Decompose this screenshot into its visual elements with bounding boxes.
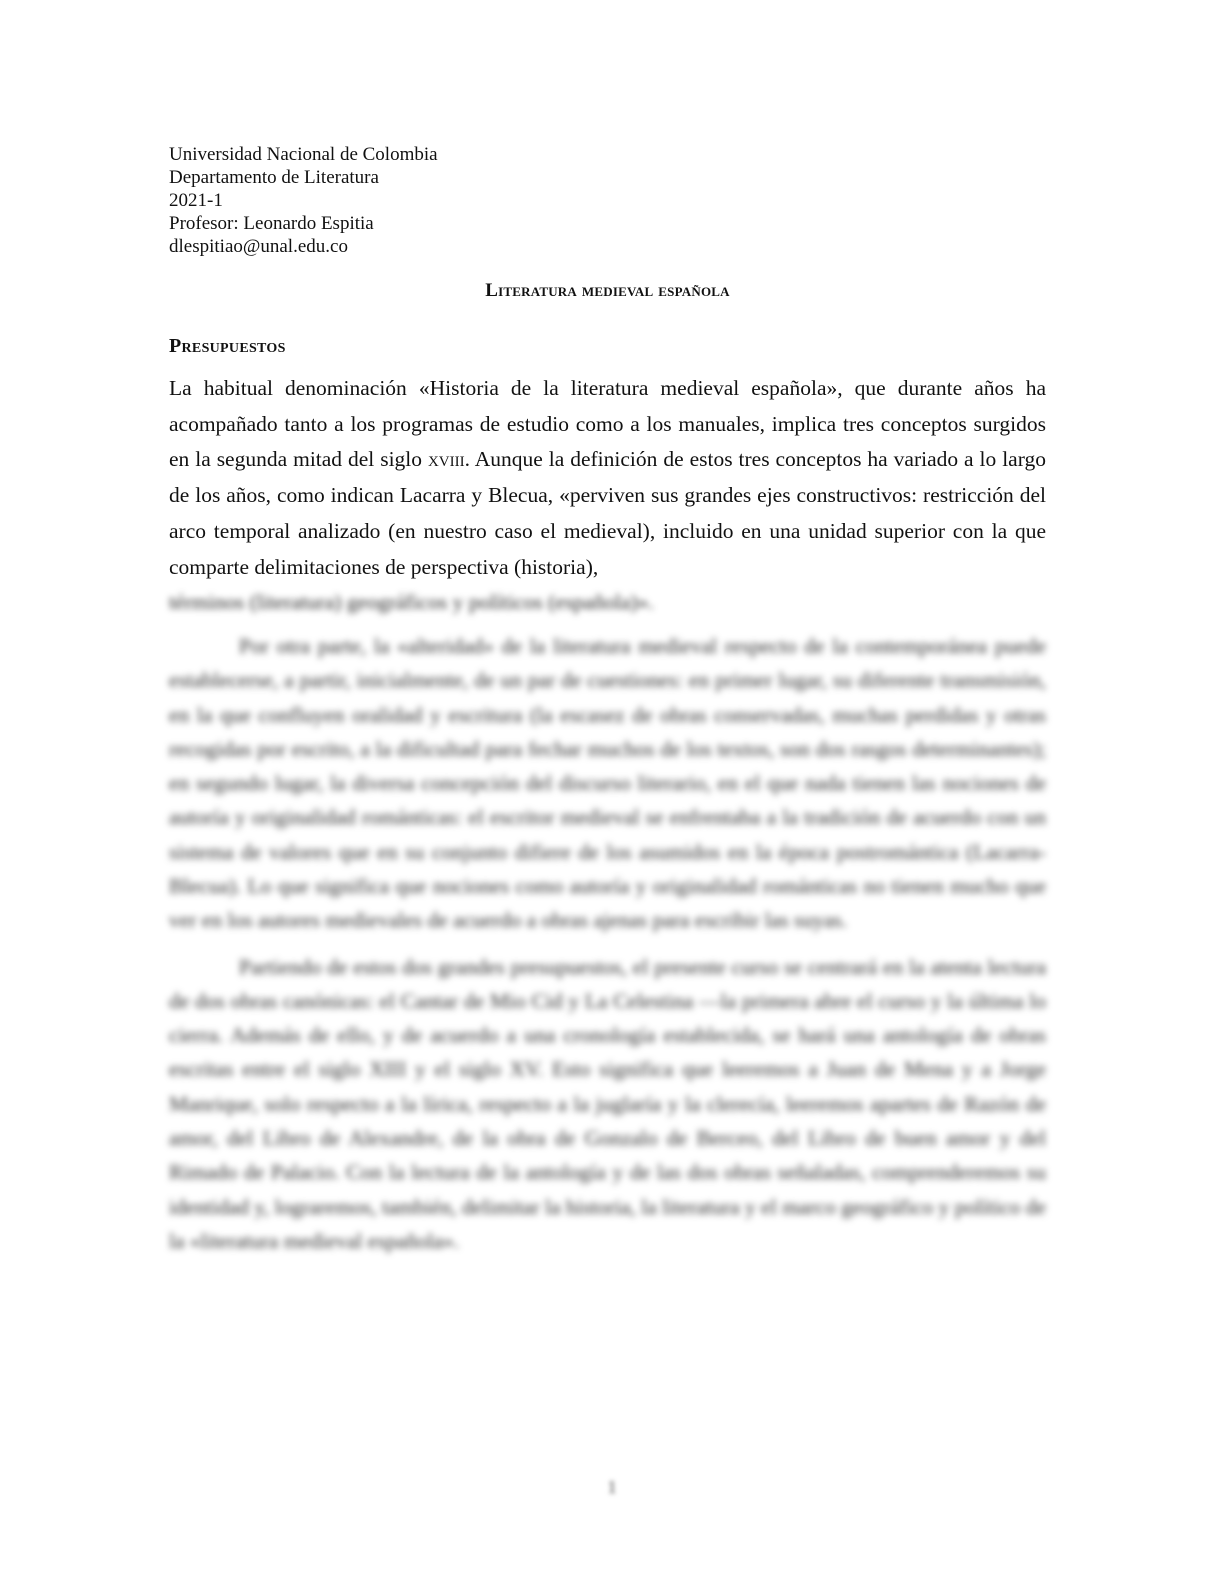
paragraph-3: Partiendo de estos dos grandes presupuestos, el presente curso se centrará en la atenta lectura de dos obras canónicas: el Cantar de Mio Cid y La Celestina —la primera abre el curso y la última lo cierra. Además de ello, y de acuerdo a una cronología establecida, se hará una antología de obras escritas entre el siglo XIII y el siglo XV. Esto significa que leeremos a Juan de Mena y a Jorge Manrique, solo respecto a la lírica, respecto a la juglaría y la clerecía, leeremos apartes de Razón de amor, del Libro de Alexandre, de la obra de Gonzalo de Berceo, del Libro de buen amor y del Rimado de Palacio. Con la lectura de la antología y de las dos obras señaladas, comprenderemos su identidad y, lograremos, también, delimitar la historia, la literatura y el marco geográfico y político de la «literatura medieval española». xyxy=(169,954,1046,1253)
document-title: Literatura medieval española xyxy=(485,280,730,301)
century-numeral: xviii xyxy=(427,447,465,472)
paragraph-1-text-a: La habitual denominación «Historia de la literatura medieval española», que durante años ha acompañado tanto a los programas de estudio como a los manuales, implica tres conceptos surgidos en la segunda mitad del siglo xyxy=(169,376,1046,472)
paragraph-1-text-b: . Aunque la definición de estos tres conceptos ha variado a lo largo de los años, como indican Lacarra y Blecua, «perviven sus grandes ejes constructivos: restricción del arco temporal analizado (en nuestro caso el medieval), incluido en una unidad superior con la que comparte delimitaciones de perspectiva (historia), xyxy=(169,447,1046,579)
document-page xyxy=(169,143,1046,1258)
university-name: Universidad Nacional de Colombia xyxy=(169,144,438,165)
paragraph-1 xyxy=(169,371,1046,621)
academic-term: 2021-1 xyxy=(169,190,223,211)
paragraph-2: Por otra parte, la «alteridad» de la literatura medieval respecto de la contemporánea puede establecerse, a partir, inicialmente, de un par de cuestiones: en primer lugar, su diferente transmisión, en la que confluyen oralidad y escritura (la escasez de obras conservadas, muchas perdidas y otras recogidas por escrito, a la dificultad para fechar muchos de los textos, son dos rasgos determinantes); en segundo lugar, la diversa concepción del discurso literario, en el que nada tienen las nociones de autoría y originalidad románticas: el escritor medieval se enfrentaba a la tradición de acuerdo con un sistema de valores que en su conjunto difiere de los asumidos en la época postromántica (Lacarra-Blecua). Lo que significa que nociones como autoría y originalidad románticas no tienen mucho que ver en los autores medievales de acuerdo a obras ajenas para escribir las suyas. xyxy=(169,633,1046,933)
department-name: Departamento de Literatura xyxy=(169,167,379,188)
page-number: 1 xyxy=(607,1477,617,1497)
professor-name: Profesor: Leonardo Espitia xyxy=(169,213,374,234)
paragraph-1-blurred-tail: términos (literatura) geográficos y políticos (española)». xyxy=(169,590,654,615)
professor-email: dlespitiao@unal.edu.co xyxy=(169,236,348,257)
document-header xyxy=(169,143,1046,258)
section-heading: Presupuestos xyxy=(169,335,286,357)
